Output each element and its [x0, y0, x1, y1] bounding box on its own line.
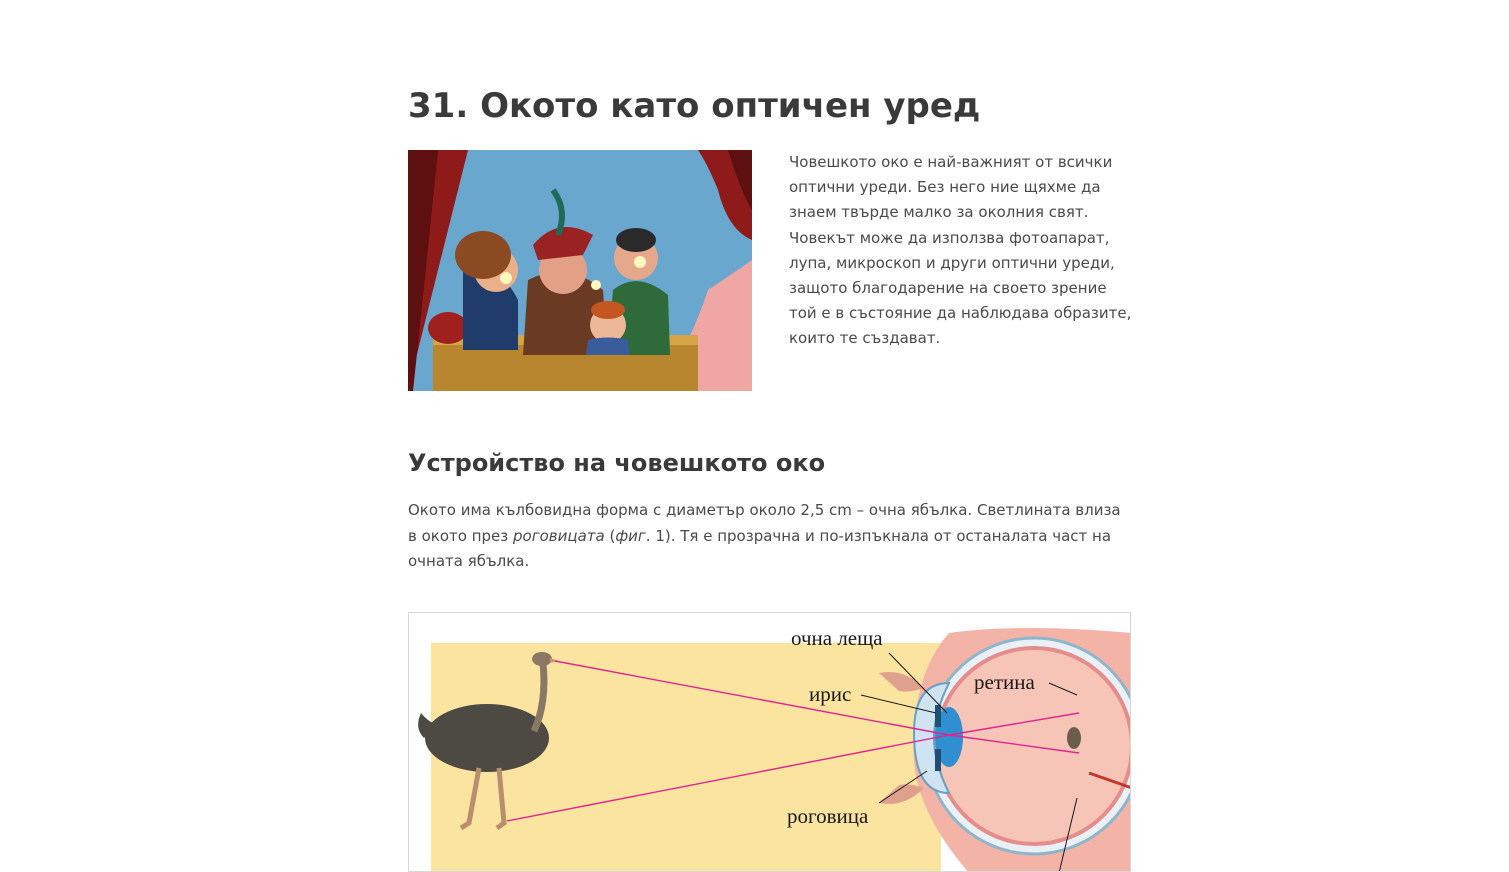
body-text-part: (: [604, 526, 616, 545]
iris-top: [935, 705, 941, 727]
retina-image: [1067, 727, 1081, 749]
eye-diagram-figure: [408, 612, 1131, 872]
figure-abbrev: фиг: [615, 526, 646, 545]
intro-paragraph: Човешкото око е най-важният от всички оптични уреди. Без него ние щяхме да знаем твърде малко за околния свят. Човекът може да използва фотоапарат, лупа, микроскоп и други оптични уреди, защото благодарение на своето зрение той е в състояние да наблюдава образите, които те създават.: [789, 153, 1132, 348]
label-cornea: роговица: [787, 804, 869, 828]
label-iris: ирис: [809, 682, 852, 706]
page-title: 31. Окото като оптичен уред: [408, 86, 981, 126]
theater-audience-illustration: [408, 150, 752, 391]
section-heading: Устройство на човешкото око: [408, 449, 826, 477]
body-text-part: Окото има кълбовидна форма с диаметър около 2,5 cm – очна ябълка. Светлината влиза в окото през: [408, 501, 1121, 545]
iris-bottom: [935, 749, 941, 771]
label-lens: очна леща: [791, 626, 883, 650]
body-text-part: . 1). Тя е прозрачна и по-изпъкнала от останалата част на очната ябълка.: [408, 526, 1112, 570]
term-cornea: роговицата: [513, 526, 605, 545]
eye-diagram: [409, 613, 1131, 872]
label-retina: ретина: [974, 670, 1035, 694]
body-paragraph: [408, 498, 1133, 575]
